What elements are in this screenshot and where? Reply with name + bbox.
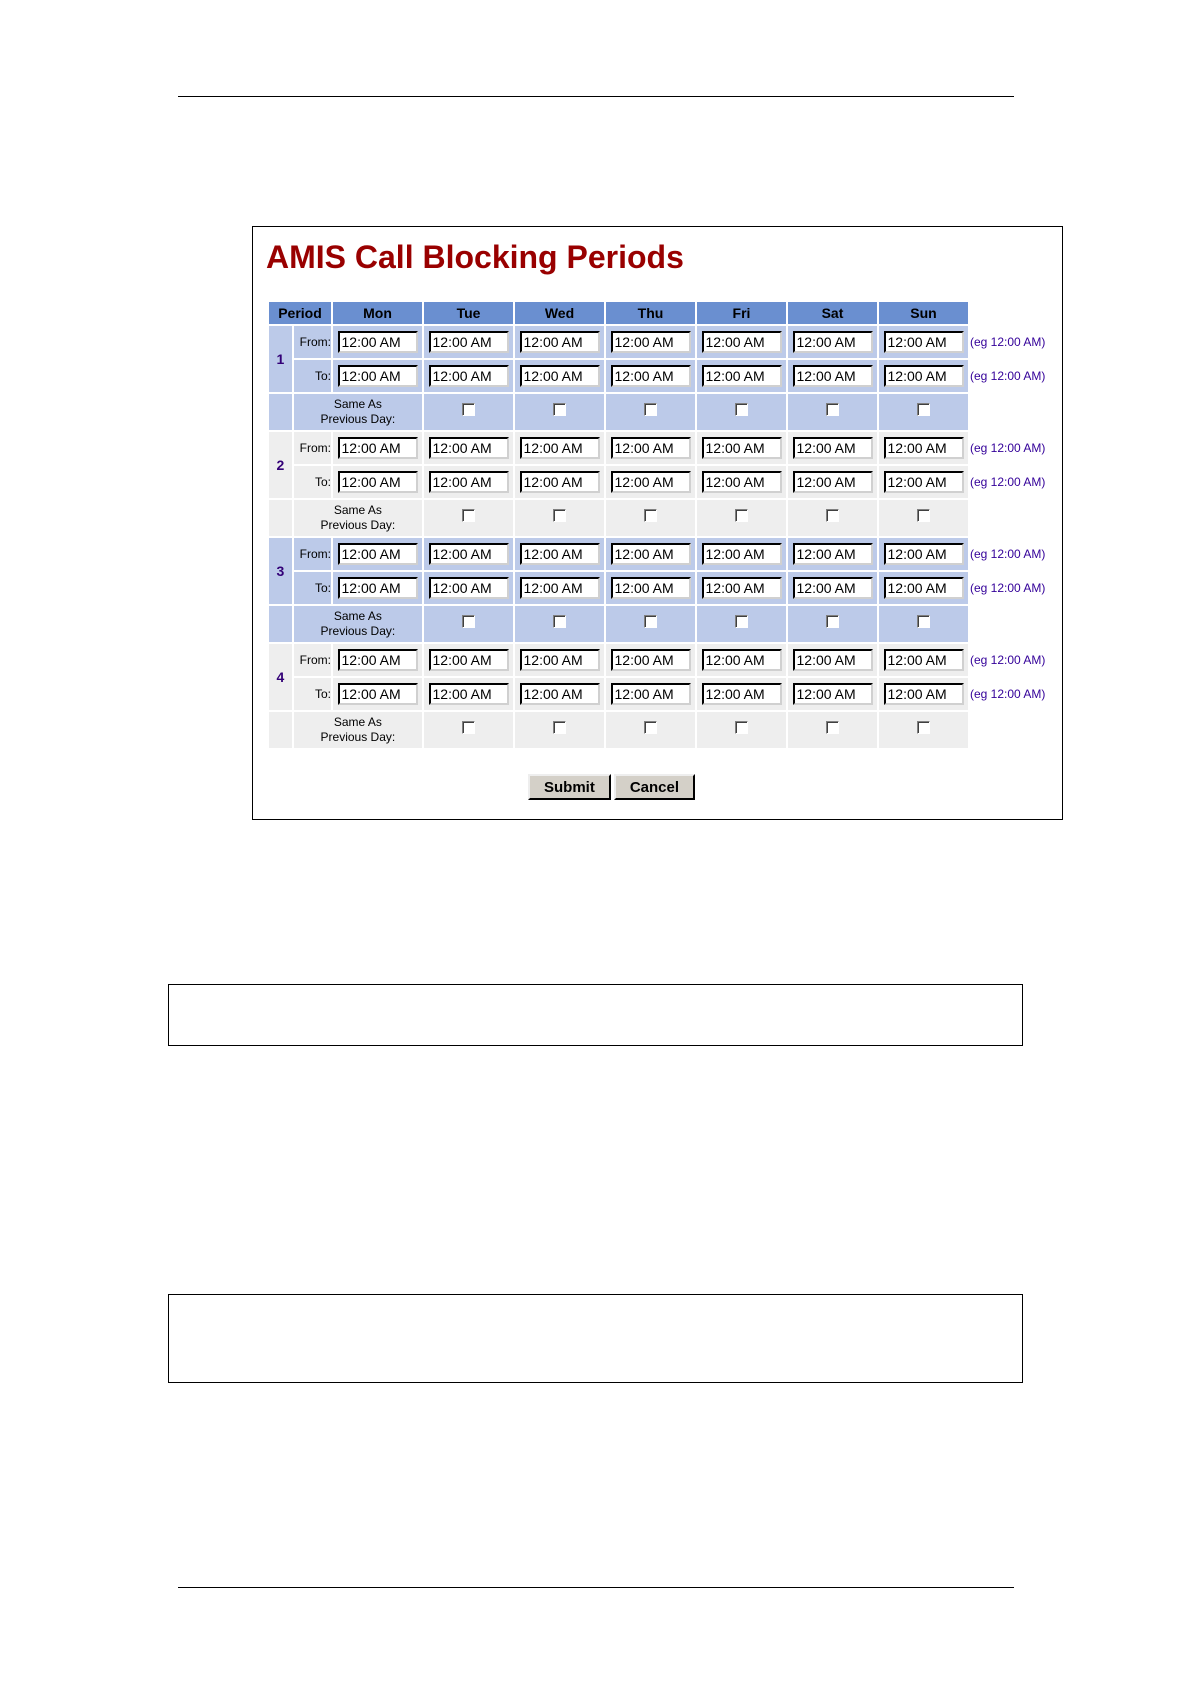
same-as-line1: Same As	[333, 715, 382, 729]
from-cell-wed	[515, 326, 604, 358]
day-header-sat: Sat	[788, 302, 877, 324]
period-number: 4	[269, 644, 292, 710]
period-2-same-as-prev-thu-checkbox[interactable]	[644, 509, 657, 522]
same-cell-wed	[515, 712, 604, 748]
to-cell-sat	[788, 466, 877, 498]
from-cell-sun	[879, 538, 968, 570]
same-cell-tue	[424, 606, 513, 642]
empty-box-2	[168, 1294, 1023, 1383]
period-3-to-fri-input[interactable]	[702, 577, 782, 599]
to-label: To:	[294, 466, 331, 498]
period-number: 2	[269, 432, 292, 498]
to-cell-thu	[606, 572, 695, 604]
from-hint: (eg 12:00 AM)	[970, 432, 1045, 464]
period-4-same-as-prev-wed-checkbox[interactable]	[553, 721, 566, 734]
period-1-to-fri-input[interactable]	[702, 365, 782, 387]
call-blocking-panel	[252, 226, 1063, 820]
period-2-from-thu-input[interactable]	[611, 437, 691, 459]
period-1-same-as-prev-fri-checkbox[interactable]	[735, 403, 748, 416]
submit-button[interactable]: Submit	[528, 774, 611, 800]
period-2-same-as-prev-wed-checkbox[interactable]	[553, 509, 566, 522]
to-cell-sat	[788, 678, 877, 710]
from-cell-mon	[333, 538, 422, 570]
table-header-row	[269, 302, 1045, 324]
period-4-to-sat-input[interactable]	[793, 683, 873, 705]
same-cell-thu	[606, 500, 695, 536]
period-3-same-as-prev-sun-checkbox[interactable]	[917, 615, 930, 628]
period-4-to-thu-input[interactable]	[611, 683, 691, 705]
period-2-from-sat-input[interactable]	[793, 437, 873, 459]
period-4-from-mon-input[interactable]	[338, 649, 418, 671]
period-4-from-sat-input[interactable]	[793, 649, 873, 671]
period-3-same-as-prev-sat-checkbox[interactable]	[826, 615, 839, 628]
period-2-to-sat-input[interactable]	[793, 471, 873, 493]
day-header-tue: Tue	[424, 302, 513, 324]
period-4-same-as-prev-fri-checkbox[interactable]	[735, 721, 748, 734]
period-3-to-tue-input[interactable]	[429, 577, 509, 599]
bottom-rule	[178, 1587, 1014, 1588]
from-label: From:	[294, 644, 331, 676]
period-3-from-row	[269, 538, 1045, 570]
to-cell-fri	[697, 360, 786, 392]
period-2-same-as-prev-fri-checkbox[interactable]	[735, 509, 748, 522]
from-hint: (eg 12:00 AM)	[970, 644, 1045, 676]
to-cell-sun	[879, 360, 968, 392]
period-2-from-row	[269, 432, 1045, 464]
same-hint-spacer	[970, 500, 1045, 536]
to-cell-sun	[879, 466, 968, 498]
period-1-from-row	[269, 326, 1045, 358]
from-hint: (eg 12:00 AM)	[970, 326, 1045, 358]
from-cell-tue	[424, 326, 513, 358]
period-3-same-as-prev-thu-checkbox[interactable]	[644, 615, 657, 628]
hint-header-spacer	[970, 302, 1045, 324]
period-2-same-as-prev-sat-checkbox[interactable]	[826, 509, 839, 522]
same-as-label	[294, 712, 422, 748]
from-cell-thu	[606, 432, 695, 464]
same-as-line1: Same As	[333, 397, 382, 411]
to-cell-tue	[424, 360, 513, 392]
period-4-to-wed-input[interactable]	[520, 683, 600, 705]
period-1-to-thu-input[interactable]	[611, 365, 691, 387]
period-4-from-thu-input[interactable]	[611, 649, 691, 671]
top-rule	[178, 96, 1014, 97]
same-cell-sat	[788, 712, 877, 748]
period-3-to-wed-input[interactable]	[520, 577, 600, 599]
period-2-from-tue-input[interactable]	[429, 437, 509, 459]
same-cell-sun	[879, 500, 968, 536]
to-cell-thu	[606, 466, 695, 498]
period-1-same-row	[269, 394, 1045, 430]
same-hint-spacer	[970, 712, 1045, 748]
period-1-from-mon-input[interactable]	[338, 331, 418, 353]
period-3-to-sat-input[interactable]	[793, 577, 873, 599]
same-cell-wed	[515, 606, 604, 642]
period-2-from-fri-input[interactable]	[702, 437, 782, 459]
from-label: From:	[294, 326, 331, 358]
period-3-same-as-prev-fri-checkbox[interactable]	[735, 615, 748, 628]
to-cell-mon	[333, 466, 422, 498]
period-2-same-as-prev-sun-checkbox[interactable]	[917, 509, 930, 522]
period-4-same-as-prev-thu-checkbox[interactable]	[644, 721, 657, 734]
from-hint: (eg 12:00 AM)	[970, 538, 1045, 570]
period-1-same-as-prev-wed-checkbox[interactable]	[553, 403, 566, 416]
period-1-from-sat-input[interactable]	[793, 331, 873, 353]
same-spacer	[269, 606, 292, 642]
period-header: Period	[269, 302, 331, 324]
to-cell-sat	[788, 360, 877, 392]
to-label: To:	[294, 360, 331, 392]
same-as-line1: Same As	[333, 609, 382, 623]
period-4-from-row	[269, 644, 1045, 676]
period-3-to-mon-input[interactable]	[338, 577, 418, 599]
period-4-from-tue-input[interactable]	[429, 649, 509, 671]
to-cell-tue	[424, 466, 513, 498]
from-cell-wed	[515, 538, 604, 570]
period-4-from-sun-input[interactable]	[884, 649, 964, 671]
from-cell-fri	[697, 644, 786, 676]
day-header-fri: Fri	[697, 302, 786, 324]
period-1-from-thu-input[interactable]	[611, 331, 691, 353]
same-as-label	[294, 500, 422, 536]
same-cell-fri	[697, 500, 786, 536]
period-2-to-fri-input[interactable]	[702, 471, 782, 493]
same-cell-fri	[697, 712, 786, 748]
period-3-same-as-prev-wed-checkbox[interactable]	[553, 615, 566, 628]
period-4-to-tue-input[interactable]	[429, 683, 509, 705]
from-cell-thu	[606, 538, 695, 570]
period-3-from-sun-input[interactable]	[884, 543, 964, 565]
period-1-to-wed-input[interactable]	[520, 365, 600, 387]
from-label: From:	[294, 538, 331, 570]
period-1-from-sun-input[interactable]	[884, 331, 964, 353]
to-cell-wed	[515, 360, 604, 392]
to-cell-tue	[424, 572, 513, 604]
same-hint-spacer	[970, 394, 1045, 430]
period-3-same-row	[269, 606, 1045, 642]
period-1-from-fri-input[interactable]	[702, 331, 782, 353]
period-4-from-fri-input[interactable]	[702, 649, 782, 671]
period-4-same-as-prev-tue-checkbox[interactable]	[462, 721, 475, 734]
from-cell-sun	[879, 432, 968, 464]
to-cell-tue	[424, 678, 513, 710]
period-2-to-thu-input[interactable]	[611, 471, 691, 493]
same-cell-sat	[788, 394, 877, 430]
same-cell-thu	[606, 394, 695, 430]
day-header-thu: Thu	[606, 302, 695, 324]
period-1-to-tue-input[interactable]	[429, 365, 509, 387]
periods-body	[269, 326, 1045, 748]
to-cell-wed	[515, 572, 604, 604]
from-cell-tue	[424, 644, 513, 676]
period-1-same-as-prev-sat-checkbox[interactable]	[826, 403, 839, 416]
page-title: AMIS Call Blocking Periods	[266, 239, 684, 275]
from-cell-mon	[333, 644, 422, 676]
same-as-line2: Previous Day:	[320, 412, 396, 426]
from-cell-sat	[788, 326, 877, 358]
to-hint: (eg 12:00 AM)	[970, 466, 1045, 498]
period-3-from-mon-input[interactable]	[338, 543, 418, 565]
periods-table	[267, 300, 1047, 750]
same-cell-fri	[697, 394, 786, 430]
to-cell-fri	[697, 572, 786, 604]
from-cell-fri	[697, 326, 786, 358]
period-number: 1	[269, 326, 292, 392]
period-2-to-tue-input[interactable]	[429, 471, 509, 493]
from-cell-sun	[879, 644, 968, 676]
same-spacer	[269, 394, 292, 430]
period-2-from-mon-input[interactable]	[338, 437, 418, 459]
from-cell-fri	[697, 432, 786, 464]
day-header-wed: Wed	[515, 302, 604, 324]
same-cell-sat	[788, 500, 877, 536]
day-header-mon: Mon	[333, 302, 422, 324]
to-cell-mon	[333, 678, 422, 710]
same-cell-sat	[788, 606, 877, 642]
period-2-to-row	[269, 466, 1045, 498]
same-as-line2: Previous Day:	[320, 518, 396, 532]
to-cell-mon	[333, 572, 422, 604]
from-cell-sat	[788, 432, 877, 464]
same-as-line2: Previous Day:	[320, 730, 396, 744]
period-3-to-row	[269, 572, 1045, 604]
period-2-to-mon-input[interactable]	[338, 471, 418, 493]
same-cell-wed	[515, 394, 604, 430]
from-cell-sat	[788, 538, 877, 570]
period-4-to-mon-input[interactable]	[338, 683, 418, 705]
period-4-to-sun-input[interactable]	[884, 683, 964, 705]
same-cell-thu	[606, 606, 695, 642]
period-2-same-row	[269, 500, 1045, 536]
to-label: To:	[294, 678, 331, 710]
period-3-from-thu-input[interactable]	[611, 543, 691, 565]
period-1-to-row	[269, 360, 1045, 392]
from-label: From:	[294, 432, 331, 464]
from-cell-mon	[333, 326, 422, 358]
same-cell-tue	[424, 500, 513, 536]
same-cell-thu	[606, 712, 695, 748]
to-hint: (eg 12:00 AM)	[970, 678, 1045, 710]
same-as-label	[294, 606, 422, 642]
same-spacer	[269, 500, 292, 536]
to-cell-sun	[879, 678, 968, 710]
same-as-line2: Previous Day:	[320, 624, 396, 638]
period-1-to-mon-input[interactable]	[338, 365, 418, 387]
period-3-from-wed-input[interactable]	[520, 543, 600, 565]
period-2-same-as-prev-tue-checkbox[interactable]	[462, 509, 475, 522]
to-cell-thu	[606, 360, 695, 392]
period-2-to-sun-input[interactable]	[884, 471, 964, 493]
period-1-from-wed-input[interactable]	[520, 331, 600, 353]
empty-box-1	[168, 984, 1023, 1046]
to-hint: (eg 12:00 AM)	[970, 360, 1045, 392]
same-cell-wed	[515, 500, 604, 536]
period-2-from-wed-input[interactable]	[520, 437, 600, 459]
period-1-from-tue-input[interactable]	[429, 331, 509, 353]
period-2-from-sun-input[interactable]	[884, 437, 964, 459]
period-3-from-sat-input[interactable]	[793, 543, 873, 565]
same-as-label	[294, 394, 422, 430]
same-hint-spacer	[970, 606, 1045, 642]
to-cell-wed	[515, 678, 604, 710]
period-3-to-sun-input[interactable]	[884, 577, 964, 599]
from-cell-tue	[424, 432, 513, 464]
from-cell-thu	[606, 644, 695, 676]
period-4-to-row	[269, 678, 1045, 710]
period-4-from-wed-input[interactable]	[520, 649, 600, 671]
period-4-same-row	[269, 712, 1045, 748]
from-cell-fri	[697, 538, 786, 570]
period-1-same-as-prev-sun-checkbox[interactable]	[917, 403, 930, 416]
same-cell-tue	[424, 712, 513, 748]
period-3-to-thu-input[interactable]	[611, 577, 691, 599]
to-label: To:	[294, 572, 331, 604]
period-4-to-fri-input[interactable]	[702, 683, 782, 705]
same-cell-sun	[879, 712, 968, 748]
to-cell-fri	[697, 678, 786, 710]
same-as-line1: Same As	[333, 503, 382, 517]
period-1-to-sun-input[interactable]	[884, 365, 964, 387]
to-cell-sun	[879, 572, 968, 604]
form-buttons	[528, 774, 698, 800]
period-1-same-as-prev-thu-checkbox[interactable]	[644, 403, 657, 416]
period-3-from-fri-input[interactable]	[702, 543, 782, 565]
from-cell-sun	[879, 326, 968, 358]
from-cell-thu	[606, 326, 695, 358]
same-cell-fri	[697, 606, 786, 642]
period-number: 3	[269, 538, 292, 604]
period-1-same-as-prev-tue-checkbox[interactable]	[462, 403, 475, 416]
to-cell-thu	[606, 678, 695, 710]
from-cell-wed	[515, 432, 604, 464]
from-cell-mon	[333, 432, 422, 464]
same-spacer	[269, 712, 292, 748]
period-1-to-sat-input[interactable]	[793, 365, 873, 387]
to-hint: (eg 12:00 AM)	[970, 572, 1045, 604]
period-2-to-wed-input[interactable]	[520, 471, 600, 493]
from-cell-tue	[424, 538, 513, 570]
to-cell-fri	[697, 466, 786, 498]
day-header-sun: Sun	[879, 302, 968, 324]
same-cell-tue	[424, 394, 513, 430]
period-3-same-as-prev-tue-checkbox[interactable]	[462, 615, 475, 628]
to-cell-wed	[515, 466, 604, 498]
period-4-same-as-prev-sun-checkbox[interactable]	[917, 721, 930, 734]
same-cell-sun	[879, 606, 968, 642]
same-cell-sun	[879, 394, 968, 430]
to-cell-sat	[788, 572, 877, 604]
cancel-button[interactable]: Cancel	[614, 774, 695, 800]
period-4-same-as-prev-sat-checkbox[interactable]	[826, 721, 839, 734]
period-3-from-tue-input[interactable]	[429, 543, 509, 565]
from-cell-sat	[788, 644, 877, 676]
to-cell-mon	[333, 360, 422, 392]
from-cell-wed	[515, 644, 604, 676]
